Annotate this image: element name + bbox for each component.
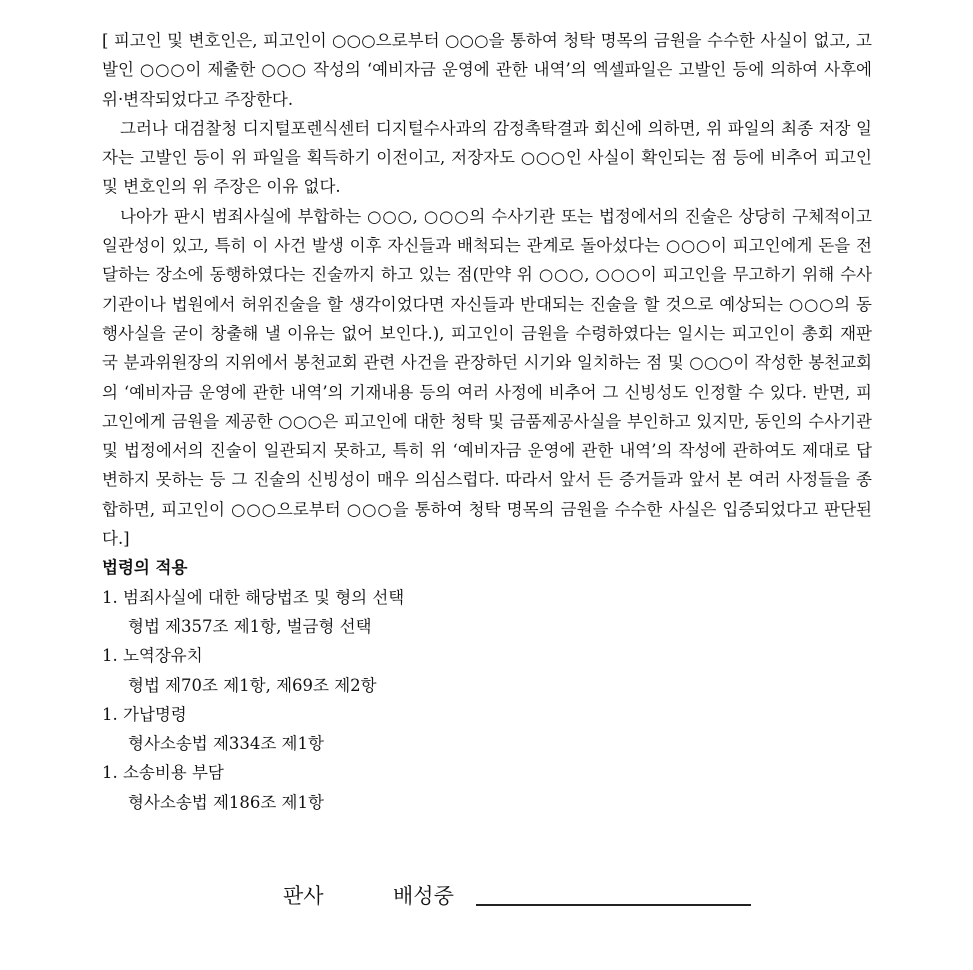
law-item: [102, 700, 872, 759]
law-item: [102, 641, 872, 700]
judge-name: 배성중: [393, 884, 454, 908]
law-item-heading: 1. 소송비용 부담: [102, 763, 224, 783]
law-item: [102, 758, 872, 817]
law-item-provision: 형사소송법 제334조 제1항: [128, 734, 324, 754]
law-item-heading: 1. 범죄사실에 대한 해당법조 및 형의 선택: [102, 587, 405, 607]
judge-title: 판사: [283, 884, 324, 908]
paragraph-forensic-finding: 그러나 대검찰청 디지털포렌식센터 디지털수사과의 감정촉탁결과 회신에 의하면, 위 파일의 최종 저장 일자는 고발인 등이 위 파일을 획득하기 이전이고, 저장자도 ○○○인 사실이 확인되는 점 등에 비추어 피고인 및 변호인의 위 주장은 이유 없다.: [102, 118, 872, 197]
paragraph-testimony-credibility: 나아가 판시 범죄사실에 부합하는 ○○○, ○○○의 수사기관 또는 법정에서의 진술은 상당히 구체적이고 일관성이 있고, 특히 이 사건 발생 이후 자신들과 배척되는 관계로 돌아섰다는 ○○○이 피고인에게 돈을 전달하는 장소에 동행하였다는 진술까지 하고 있는 점(만약 위 ○○○, ○○○이 피고인을 무고하기 위해 수사기관이나 법원에서 허위진술을 할 생각이었다면 자신들과 반대되는 진술을 할 것으로 예상되는 ○○○의 동행사실을 굳이 창출해 낼 이유는 없어 보인다.), 피고인이 금원을 수령하였다는 일시는 피고인이 총회 재판국 분과위원장의 지위에서 봉천교회 관련 사건을 관장하던 시기와 일치하는 점 및 ○○○이 작성한 봉천교회의 ‘예비자금 운영에 관한 내역’의 기재내용 등의 여러 사정에 비추어 그 신빙성도 인정할 수 있다. 반면, 피고인에게 금원을 제공한 ○○○은 피고인에 대한 청탁 및 금품제공사실을 부인하고 있지만, 동인의 수사기관 및 법정에서의 진술이 일관되지 못하고, 특히 위 ‘예비자금 운영에 관한 내역’의 작성에 관하여도 제대로 답변하지 못하는 등 그 진술의 신빙성이 매우 의심스럽다. 따라서 앞서 든 증거들과 앞서 본 여러 사정들을 종합하면, 피고인이 ○○○으로부터 ○○○을 통하여 청탁 명목의 금원을 수수한 사실은 입증되었다고 판단된다.]: [102, 206, 872, 549]
law-item-provision: 형법 제70조 제1항, 제69조 제2항: [128, 675, 377, 695]
paragraph-defense-claim: [ 피고인 및 변호인은, 피고인이 ○○○으로부터 ○○○을 통하여 청탁 명목의 금원을 수수한 사실이 없고, 고발인 ○○○이 제출한 ○○○ 작성의 ‘예비자금 운영에 관한 내역’의 엑셀파일은 고발인 등에 의하여 사후에 위·변작되었다고 주장한다.: [102, 31, 872, 109]
law-item-heading: 1. 노역장유치: [102, 646, 203, 666]
law-item: [102, 583, 872, 642]
law-application-list: [102, 583, 872, 817]
law-item-provision: 형법 제357조 제1항, 벌금형 선택: [128, 616, 372, 636]
document-body: [102, 26, 872, 817]
judge-signature-line: [283, 870, 751, 910]
section-title-law-application: 법령의 적용: [102, 558, 188, 578]
law-item-heading: 1. 가납명령: [102, 704, 187, 724]
signature-blank-line: [476, 880, 751, 906]
law-item-provision: 형사소송법 제186조 제1항: [128, 792, 324, 812]
